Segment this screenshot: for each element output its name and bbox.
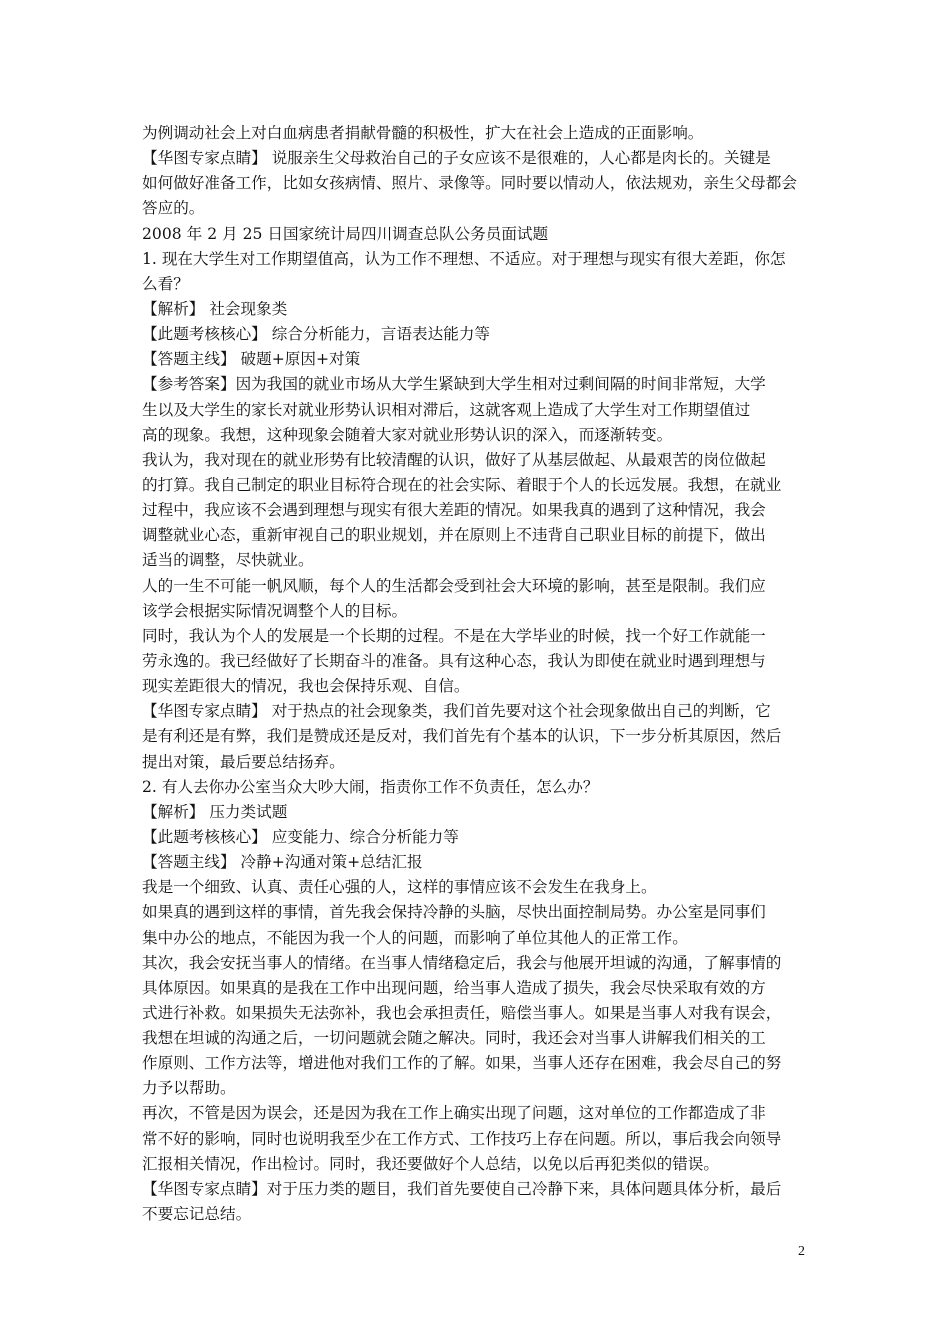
text-line: 答应的。 bbox=[142, 199, 205, 218]
text-line: 调整就业心态，重新审视自己的职业规划，并在原则上不违背自己职业目标的前提下，做出 bbox=[142, 526, 766, 545]
text-line: 2. 有人去你办公室当众大吵大闹，指责你工作不负责任，怎么办？ bbox=[142, 777, 599, 796]
text-line: 现实差距很大的情况，我也会保持乐观、自信。 bbox=[142, 677, 470, 696]
text-line: 人的一生不可能一帆风顺，每个人的生活都会受到社会大环境的影响，甚至是限制。我们应 bbox=[142, 576, 766, 595]
text-line: 不要忘记总结。 bbox=[142, 1205, 252, 1224]
text-line: 如果真的遇到这样的事情，首先我会保持冷静的头脑，尽快出面控制局势。办公室是同事们 bbox=[142, 903, 766, 922]
text-line: 我想在坦诚的沟通之后，一切问题就会随之解决。同时，我还会对当事人讲解我们相关的工 bbox=[142, 1029, 766, 1048]
text-line: 再次，不管是因为误会，还是因为我在工作上确实出现了问题，这对单位的工作都造成了非 bbox=[142, 1104, 766, 1123]
text-line: 【答题主线】 破题+原因+对策 bbox=[142, 350, 361, 369]
text-line: 高的现象。我想，这种现象会随着大家对就业形势认识的深入，而逐渐转变。 bbox=[142, 425, 673, 444]
text-line: 同时，我认为个人的发展是一个长期的过程。不是在大学毕业的时候，找一个好工作就能一 bbox=[142, 626, 766, 645]
text-line: 常不好的影响，同时也说明我至少在工作方式、工作技巧上存在问题。所以，事后我会向领导 bbox=[142, 1129, 782, 1148]
text-line: 【解析】 压力类试题 bbox=[142, 802, 288, 821]
text-line: 【答题主线】 冷静+沟通对策+总结汇报 bbox=[142, 853, 423, 872]
text-line: 【华图专家点睛】 说服亲生父母救治自己的子女应该不是很难的，人心都是肉长的。关键是 bbox=[142, 149, 771, 168]
page-number: 2 bbox=[798, 1244, 805, 1259]
text-line: 式进行补救。如果损失无法弥补，我也会承担责任，赔偿当事人。如果是当事人对我有误会， bbox=[142, 1003, 782, 1022]
text-line: 2008 年 2 月 25 日国家统计局四川调查总队公务员面试题 bbox=[142, 224, 549, 243]
text-line: 该学会根据实际情况调整个人的目标。 bbox=[142, 601, 408, 620]
text-line: 我是一个细致、认真、责任心强的人，这样的事情应该不会发生在我身上。 bbox=[142, 878, 657, 897]
text-line: 为例调动社会上对白血病患者捐献骨髓的积极性，扩大在社会上造成的正面影响。 bbox=[142, 124, 704, 142]
text-line: 如何做好准备工作，比如女孩病情、照片、录像等。同时要以情动人，依法规劝，亲生父母都会 bbox=[142, 174, 797, 193]
text-line: 【此题考核核心】 应变能力、综合分析能力等 bbox=[142, 827, 459, 846]
text-line: 生以及大学生的家长对就业形势认识相对滞后，这就客观上造成了大学生对工作期望值过 bbox=[142, 400, 751, 419]
text-line: 集中办公的地点，不能因为我一个人的问题，而影响了单位其他人的正常工作。 bbox=[142, 928, 688, 947]
text-line: 1. 现在大学生对工作期望值高，认为工作不理想、不适应。对于理想与现实有很大差距，你怎 bbox=[142, 249, 786, 268]
text-line: 【此题考核核心】 综合分析能力，言语表达能力等 bbox=[142, 325, 491, 344]
text-line: 汇报相关情况，作出检讨。同时，我还要做好个人总结，以免以后再犯类似的错误。 bbox=[142, 1154, 719, 1173]
text-line: 其次，我会安抚当事人的情绪。在当事人情绪稳定后，我会与他展开坦诚的沟通，了解事情的 bbox=[142, 953, 782, 972]
text-line: 提出对策，最后要总结扬弃。 bbox=[142, 752, 345, 771]
document-body bbox=[142, 121, 810, 1227]
text-line: 具体原因。如果真的是我在工作中出现问题，给当事人造成了损失，我会尽快采取有效的方 bbox=[142, 978, 766, 997]
text-line: 力予以帮助。 bbox=[142, 1079, 236, 1098]
text-line: 劳永逸的。我已经做好了长期奋斗的准备。具有这种心态，我认为即使在就业时遇到理想与 bbox=[142, 651, 766, 670]
text-line: 【解析】 社会现象类 bbox=[142, 299, 288, 318]
text-line: 的打算。我自己制定的职业目标符合现在的社会实际、着眼于个人的长远发展。我想，在就业 bbox=[142, 475, 782, 494]
text-line: 【华图专家点睛】对于压力类的题目，我们首先要使自己冷静下来，具体问题具体分析，最后 bbox=[142, 1179, 782, 1198]
text-line: 么看？ bbox=[142, 274, 189, 293]
text-line: 是有利还是有弊，我们是赞成还是反对，我们首先有个基本的认识，下一步分析其原因，然后 bbox=[142, 727, 782, 746]
text-line: 【参考答案】因为我国的就业市场从大学生紧缺到大学生相对过剩间隔的时间非常短，大学 bbox=[142, 375, 766, 394]
text-line: 【华图专家点睛】 对于热点的社会现象类，我们首先要对这个社会现象做出自己的判断，它 bbox=[142, 702, 771, 721]
text-line: 过程中，我应该不会遇到理想与现实有很大差距的情况。如果我真的遇到了这种情况，我会 bbox=[142, 501, 766, 520]
text-line: 作原则、工作方法等，增进他对我们工作的了解。如果，当事人还存在困难，我会尽自己的努 bbox=[142, 1054, 782, 1073]
text-line: 适当的调整，尽快就业。 bbox=[142, 551, 314, 570]
text-line: 我认为，我对现在的就业形势有比较清醒的认识，做好了从基层做起、从最艰苦的岗位做起 bbox=[142, 450, 766, 469]
